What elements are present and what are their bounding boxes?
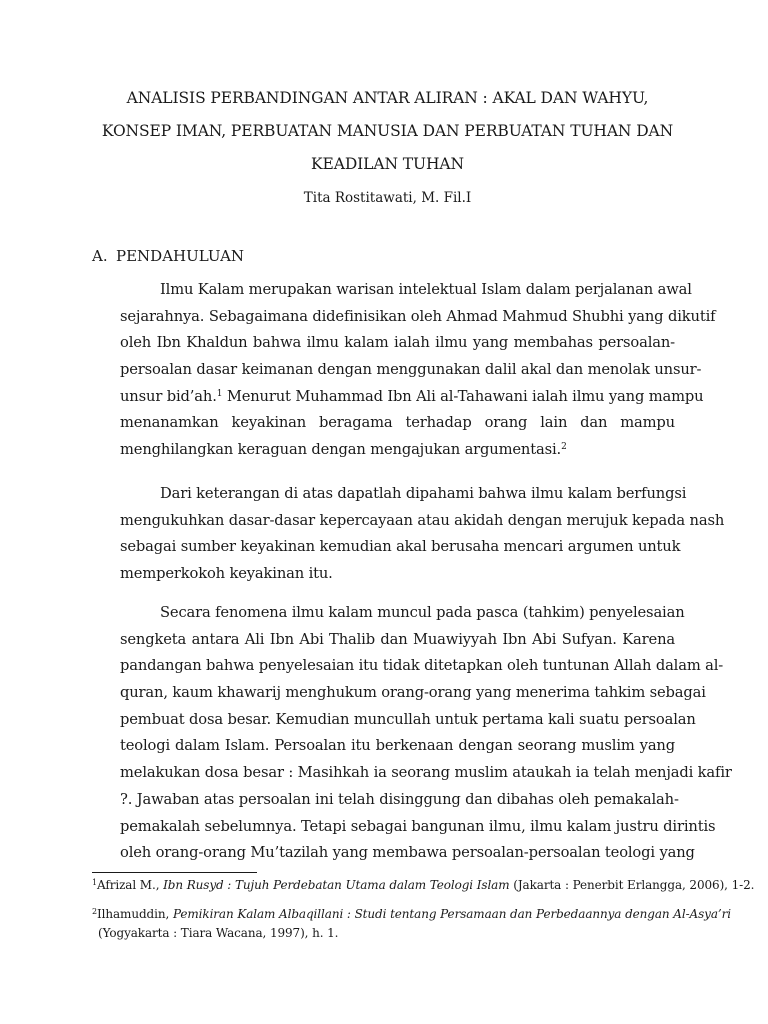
paragraph-line: mengukuhkan dasar-dasar kepercayaan atau akidah dengan merujuk kepada nash <box>120 511 725 529</box>
line-text: menghilangkan keraguan dengan mengajukan argumentasi. <box>120 441 562 459</box>
paragraph-line: pemakalah sebelumnya. Tetapi sebagai bangunan ilmu, ilmu kalam justru dirintis <box>120 817 716 835</box>
paragraph-line: sengketa antara Ali Ibn Abi Thalib dan Muawiyyah Ibn Abi Sufyan. Karena <box>120 630 675 648</box>
paragraph-line: persoalan dasar keimanan dengan menggunakan dalil akal dan menolak unsur- <box>120 361 702 379</box>
footnote-1 <box>92 876 755 895</box>
section-heading <box>92 246 244 266</box>
footnote-divider <box>92 872 257 873</box>
line-text: Menurut Muhammad Ibn Ali al-Tahawani ialah ilmu yang mampu <box>222 387 704 405</box>
section-title: PENDAHULUAN <box>116 247 245 265</box>
footnote-2 <box>92 905 731 943</box>
footnote-publication: (Yogyakarta : Tiara Wacana, 1997), h. 1. <box>98 926 339 940</box>
author-name: Tita Rostitawati, M. Fil.I <box>303 190 472 206</box>
footnote-title: Ibn Rusyd : Tujuh Perdebatan Utama dalam Teologi Islam <box>163 878 510 892</box>
footnote-ref-2[interactable]: 2 <box>561 442 567 453</box>
line-text: unsur bid’ah. <box>120 387 217 405</box>
paragraph-line: oleh orang-orang Mu’tazilah yang membawa persoalan-persoalan teologi yang <box>120 844 695 862</box>
footnote-number: 2 <box>92 907 97 916</box>
title-line-1: ANALISIS PERBANDINGAN ANTAR ALIRAN : AKAL DAN WAHYU, <box>126 89 649 107</box>
paragraph-line: pandangan bahwa penyelesaian itu tidak ditetapkan oleh tuntunan Allah dalam al- <box>120 657 724 675</box>
paragraph-1 <box>120 277 716 464</box>
document-title <box>100 82 675 181</box>
paragraph-line: memperkokoh keyakinan itu. <box>120 565 333 583</box>
paragraph-line: oleh Ibn Khaldun bahwa ilmu kalam ialah ilmu yang membahas persoalan- <box>120 334 675 352</box>
paragraph-line: pembuat dosa besar. Kemudian muncullah untuk pertama kali suatu persoalan <box>120 710 696 728</box>
footnote-title: Pemikiran Kalam Albaqillani : Studi tentang Persamaan dan Perbedaannya dengan Al-Asya’ri <box>172 907 731 921</box>
paragraph-2 <box>120 481 725 588</box>
footnote-publication: (Jakarta : Penerbit Erlangga, 2006), 1-2. <box>509 878 755 892</box>
paragraph-line: quran, kaum khawarij menghukum orang-orang yang menerima tahkim sebagai <box>120 684 706 702</box>
footnote-ref-1[interactable]: 1 <box>216 388 223 399</box>
footnote-number: 1 <box>92 878 97 887</box>
footnote-line <box>92 905 731 924</box>
paragraph-line: menanamkan keyakinan beragama terhadap orang lain dan mampu <box>120 414 675 432</box>
paragraph-line: Ilmu Kalam merupakan warisan intelektual Islam dalam perjalanan awal <box>160 281 692 298</box>
paragraph-line <box>120 437 675 464</box>
footnote-author: Ilhamuddin, <box>97 907 170 921</box>
title-line-2: KONSEP IMAN, PERBUATAN MANUSIA DAN PERBUATAN TUHAN DAN <box>101 122 674 140</box>
paragraph-3 <box>120 600 732 867</box>
paragraph-line: ?. Jawaban atas persoalan ini telah disinggung dan dibahas oleh pemakalah- <box>120 790 679 808</box>
paragraph-line: melakukan dosa besar : Masihkah ia seorang muslim ataukah ia telah menjadi kafir <box>120 764 732 782</box>
paragraph-line: Secara fenomena ilmu kalam muncul pada pasca (tahkim) penyelesaian <box>160 604 685 621</box>
paragraph-line <box>120 384 704 411</box>
paragraph-line: teologi dalam Islam. Persoalan itu berkenaan dengan seorang muslim yang <box>120 737 675 755</box>
paragraph-line: Dari keterangan di atas dapatlah dipahami bahwa ilmu kalam berfungsi <box>160 485 687 502</box>
footnote-line <box>92 876 755 895</box>
paragraph-line: sebagai sumber keyakinan kemudian akal berusaha mencari argumen untuk <box>120 538 681 556</box>
paragraph-line: sejarahnya. Sebagaimana didefinisikan oleh Ahmad Mahmud Shubhi yang dikutif <box>120 307 716 325</box>
title-line-3: KEADILAN TUHAN <box>311 155 464 173</box>
footnote-author: Afrizal M., <box>97 878 160 892</box>
section-label: A. <box>92 247 108 265</box>
